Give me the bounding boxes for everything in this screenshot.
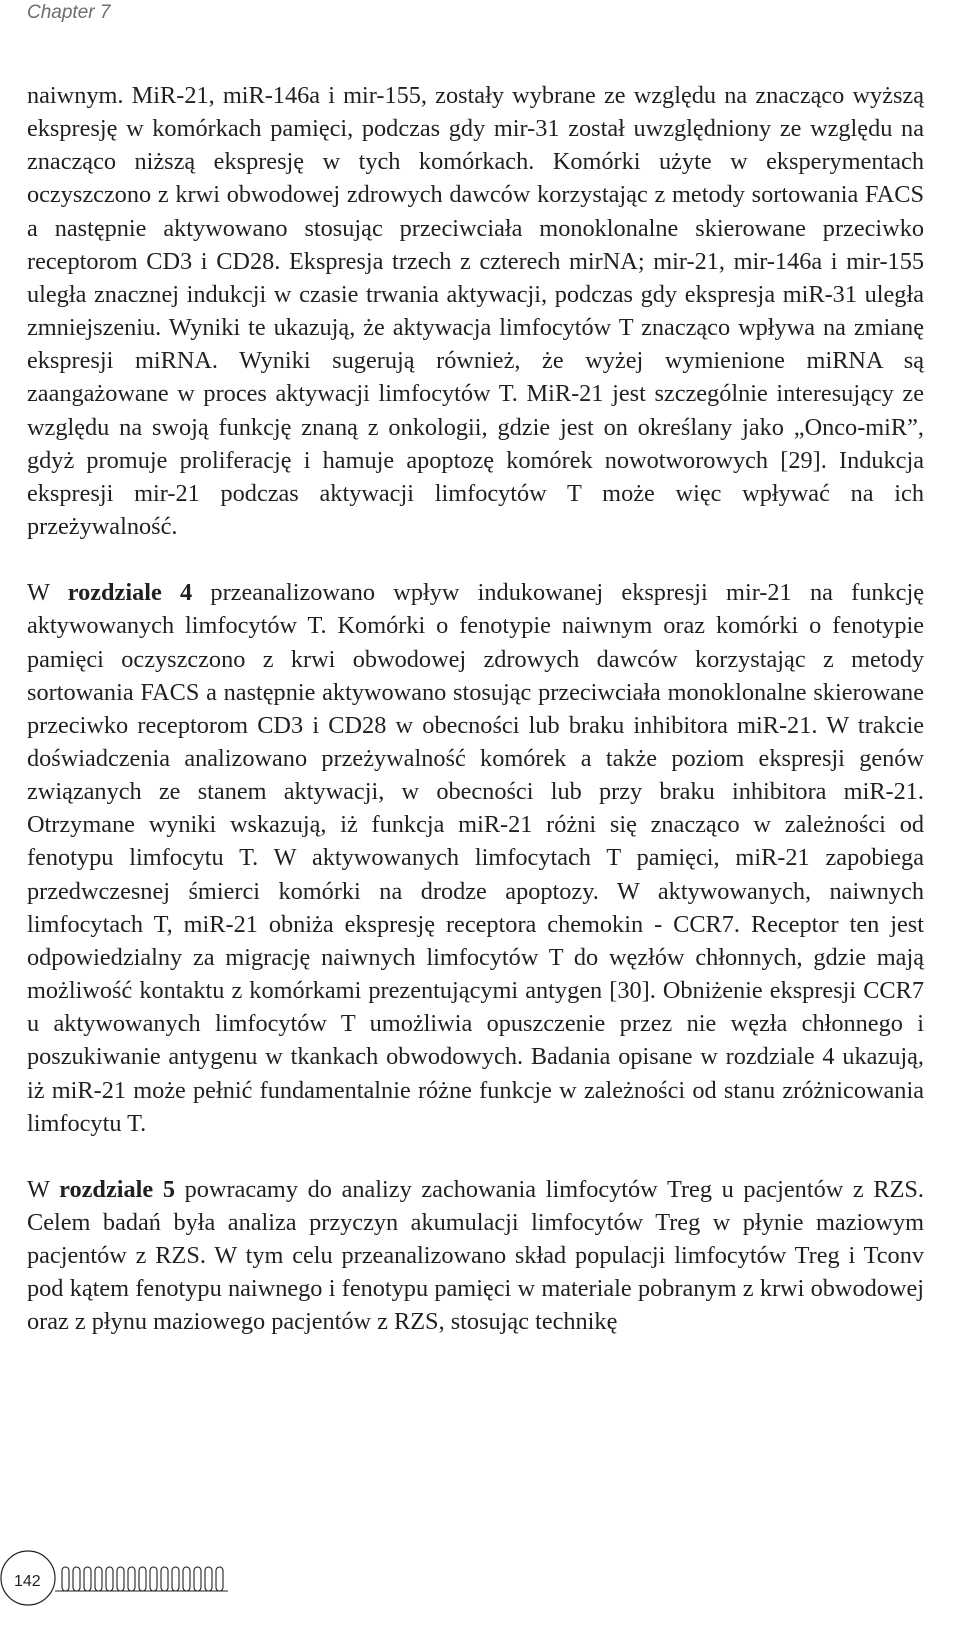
body-text [27, 79, 924, 1339]
paragraph-prefix: W [27, 579, 68, 607]
footer-bar [95, 1567, 102, 1591]
paragraph-text: naiwnym. MiR-21, miR-146a i mir-155, zostały wybrane ze względu na znacząco wyższą ekspresję w komórkach pamięci, podczas gdy mir-31 został uwzględniony ze względu na znacząco niższą ekspresję w tych komórkach. Komórki użyte w eksperymentach oczyszczono z krwi obwodowej zdrowych dawców korzystając z metody sortowania FACS a następnie aktywowano stosując przeciwciała monoklonalne skierowane przeciwko receptorom CD3 i CD28. Ekspresja trzech z czterech mirNA; mir-21, mir-146a i mir-155 uległa znacznej indukcji w czasie trwania aktywacji, podczas gdy ekspresja miR-31 uległa zmniejszeniu. Wyniki te ukazują, że aktywacja limfocytów T znacząco wpływa na zmianę ekspresji miRNA. Wyniki sugerują również, że wyżej wymienione miRNA są zaangażowane w proces aktywacji limfocytów T. MiR-21 jest szczególnie interesujący ze względu na swoją funkcję znaną z onkologii, gdzie jest on określany jako „Onco-miR”, gdyż promuje proliferację i hamuje apoptozę komórek nowotworowych [29]. Indukcja ekspresji mir-21 podczas aktywacji limfocytów T może więc wpływać na ich przeżywalność. [27, 82, 924, 541]
page-number: 142 [14, 1573, 41, 1590]
paragraph-text: przeanalizowano wpływ indukowanej ekspresji mir-21 na funkcję aktywowanych limfocytów T. Komórki o fenotypie naiwnym oraz komórki o fenotypie pamięci oczyszczono z krwi obwodowej zdrowych dawców korzystając z metody sortowania FACS a następnie aktywowano stosując przeciwciała monoklonalne skierowane przeciwko receptorom CD3 i CD28 w obecności lub braku inhibitora miR-21. W trakcie doświadczenia analizowano przeżywalność komórek a także poziom ekspresji genów związanych ze stanem aktywacji, w obecności lub przy braku inhibitora miR-21. Otrzymane wyniki wskazują, iż funkcja miR-21 różni się znacząco w zależności od fenotypu limfocytu T. W aktywowanych limfocytach T pamięci, miR-21 zapobiega przedwczesnej śmierci komórki na drodze apoptozy. W aktywowanych, naiwnych limfocytach T, miR-21 obniża ekspresję receptora chemokin - CCR7. Receptor ten jest odpowiedzialny za migrację naiwnych limfocytów T do węzłów chłonnych, gdzie mają możliwość kontaktu z komórkami prezentującymi antygen [30]. Obniżenie ekspresji CCR7 u aktywowanych limfocytów T umożliwia opuszczenie przez nie węzła chłonnego i poszukiwanie antygenu w tkankach obwodowych. Badania opisane w rozdziale 4 ukazują, iż miR-21 może pełnić fundamentalnie różne funkcje w zależności od stanu zróżnicowania limfocytu T. [27, 579, 924, 1137]
footer-bar [161, 1567, 168, 1591]
footer-bar [139, 1567, 146, 1591]
paragraph-2 [27, 576, 924, 1140]
footer-bar [84, 1567, 91, 1591]
footer-bar [73, 1567, 80, 1591]
footer-bar [150, 1567, 157, 1591]
footer-bar [106, 1567, 113, 1591]
footer-bar [205, 1567, 212, 1591]
chapter-reference: rozdziale 5 [59, 1175, 175, 1203]
paragraph-prefix: W [27, 1175, 60, 1203]
footer-bar [117, 1567, 124, 1591]
footer-bar [183, 1567, 190, 1591]
footer-bar [194, 1567, 201, 1591]
paragraph-text: powracamy do analizy zachowania limfocytów Treg u pacjentów z RZS. Celem badań była analiza przyczyn akumulacji limfocytów Treg w płynie maziowym pacjentów z RZS. W tym celu przeanalizowano skład populacji limfocytów Treg i Tconv pod kątem fenotypu naiwnego i fenotypu pamięci w materiale pobranym z krwi obwodowej oraz z płynu maziowego pacjentów z RZS, stosując technikę [27, 1175, 925, 1336]
footer-bar [62, 1567, 69, 1591]
chapter-header: Chapter 7 [27, 2, 111, 23]
footer-bar [128, 1567, 135, 1591]
paragraph-3 [27, 1173, 924, 1339]
paragraph-1 [27, 79, 924, 543]
footer-bar [172, 1567, 179, 1591]
footer-bar [216, 1567, 223, 1591]
chapter-reference: rozdziale 4 [67, 579, 193, 607]
